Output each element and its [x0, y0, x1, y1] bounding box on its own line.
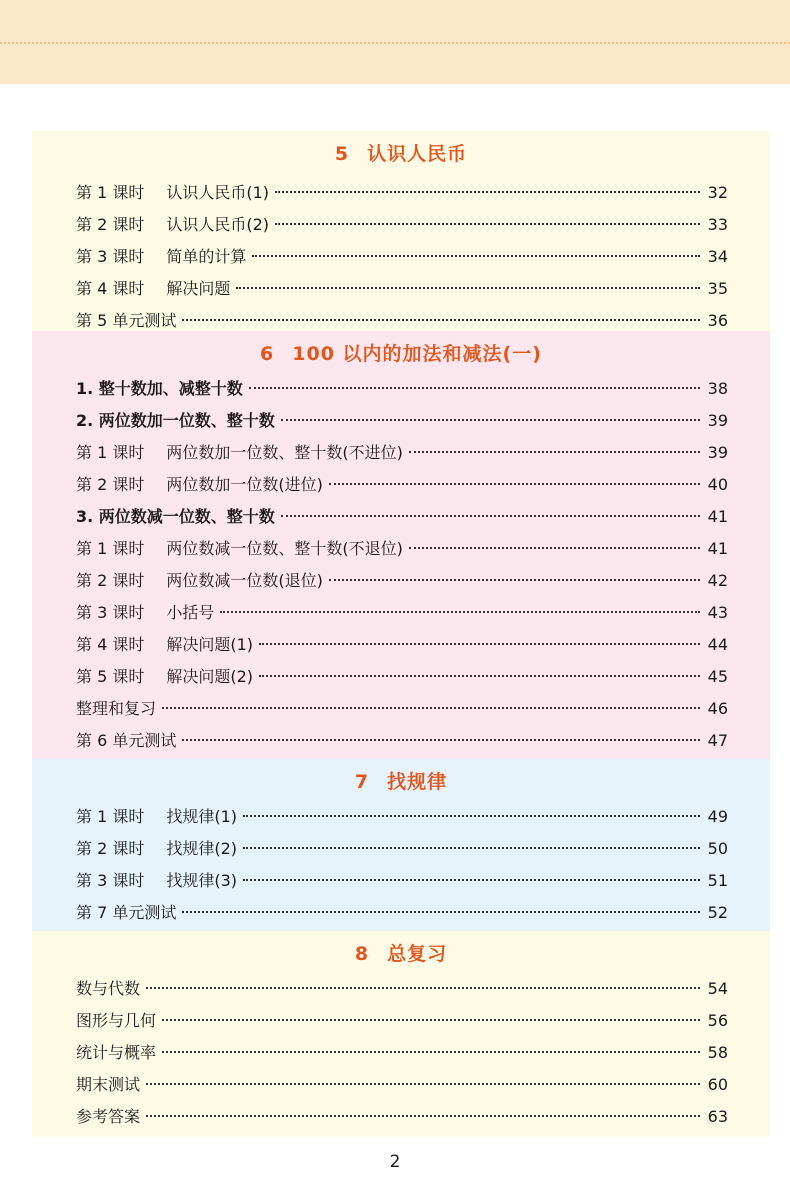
- entry-title: 统计与概率: [76, 1043, 157, 1062]
- entry-title: 期末测试: [76, 1075, 141, 1094]
- entry-title: 第 6 单元测试: [76, 731, 177, 750]
- toc-entry-label: [76, 373, 243, 405]
- entry-title: 两位数减一位数(退位): [166, 571, 323, 590]
- entry-title: 两位数加一位数、整十数(不进位): [166, 443, 403, 462]
- toc-entry[interactable]: [32, 273, 770, 305]
- header-band: [0, 0, 790, 84]
- entry-title: 解决问题(1): [166, 635, 254, 654]
- dot-leader: [275, 191, 700, 193]
- dot-leader: [243, 847, 700, 849]
- header-dotted-line: [0, 42, 790, 44]
- toc-entry[interactable]: [32, 1037, 770, 1069]
- lesson-number: 第 1 课时: [76, 539, 145, 558]
- toc-entry[interactable]: [32, 501, 770, 533]
- lesson-number: 第 2 课时: [76, 839, 145, 858]
- entry-page-number: 39: [707, 443, 728, 462]
- lesson-number: 第 3 课时: [76, 603, 145, 622]
- entry-page-number: 39: [707, 411, 728, 430]
- toc-entry-label: [76, 725, 176, 757]
- toc-list: [32, 801, 770, 929]
- entry-page-number: 32: [707, 183, 728, 202]
- toc-entry[interactable]: [32, 801, 770, 833]
- page-number: 2: [389, 1152, 401, 1172]
- section-title: [32, 331, 770, 373]
- section-name: 认识人民币: [367, 143, 468, 165]
- dot-leader: [281, 515, 700, 517]
- dot-leader: [252, 255, 700, 257]
- entry-page-number: 49: [707, 807, 728, 826]
- entry-title: 认识人民币(2): [166, 215, 270, 234]
- dot-leader: [329, 483, 700, 485]
- toc-entry[interactable]: [32, 693, 770, 725]
- toc-entry-label: [76, 897, 176, 929]
- entry-title: 两位数加一位数(进位): [166, 475, 323, 494]
- entry-page-number: 46: [707, 699, 728, 718]
- entry-page-number: 60: [707, 1075, 728, 1094]
- entry-title: 找规律(3): [166, 871, 238, 890]
- toc-entry[interactable]: [32, 833, 770, 865]
- entry-page-number: 56: [707, 1011, 728, 1030]
- toc-entry-label: [76, 469, 323, 501]
- dot-leader: [409, 451, 700, 453]
- dot-leader: [259, 675, 700, 677]
- dot-leader: [409, 547, 700, 549]
- toc-entry[interactable]: [32, 1005, 770, 1037]
- toc-entry[interactable]: [32, 177, 770, 209]
- toc-entry-label: [76, 833, 237, 865]
- entry-page-number: 41: [707, 507, 728, 526]
- entry-page-number: 36: [707, 311, 728, 330]
- toc-entry-label: [76, 177, 269, 209]
- lesson-number: 第 2 课时: [76, 571, 145, 590]
- toc-entry[interactable]: [32, 597, 770, 629]
- toc-entry[interactable]: [32, 241, 770, 273]
- toc-entry-label: [76, 1101, 140, 1133]
- toc-entry[interactable]: [32, 629, 770, 661]
- entry-page-number: 63: [707, 1107, 728, 1126]
- dot-leader: [182, 319, 700, 321]
- dot-leader: [259, 643, 700, 645]
- dot-leader: [182, 911, 700, 913]
- section-name: 总复习: [387, 943, 448, 965]
- section-7: [32, 759, 770, 931]
- section-number: 5: [334, 143, 350, 165]
- lesson-number: 第 3 课时: [76, 247, 145, 266]
- entry-title: 找规律(2): [166, 839, 238, 858]
- dot-leader: [182, 739, 700, 741]
- toc-list: [32, 177, 770, 337]
- entry-title: 两位数减一位数、整十数(不退位): [166, 539, 403, 558]
- entry-page-number: 47: [707, 731, 728, 750]
- toc-entry-label: [76, 597, 214, 629]
- lesson-number: 第 5 课时: [76, 667, 145, 686]
- section-title: [32, 131, 770, 177]
- section-number: 6: [260, 343, 275, 365]
- entry-title: 第 7 单元测试: [76, 903, 177, 922]
- toc-entry[interactable]: [32, 973, 770, 1005]
- toc-entry-label: [76, 1037, 156, 1069]
- toc-entry-label: [76, 801, 237, 833]
- entry-title: 简单的计算: [166, 247, 247, 266]
- dot-leader: [162, 707, 700, 709]
- section-number: 7: [354, 771, 370, 793]
- toc-entry-label: [76, 405, 275, 437]
- entry-page-number: 35: [707, 279, 728, 298]
- dot-leader: [243, 879, 700, 881]
- toc-entry[interactable]: [32, 661, 770, 693]
- entry-page-number: 38: [707, 379, 728, 398]
- lesson-number: 第 1 课时: [76, 443, 145, 462]
- entry-title: 小括号: [166, 603, 215, 622]
- toc-entry-label: [76, 533, 403, 565]
- entry-title: 第 5 单元测试: [76, 311, 177, 330]
- entry-page-number: 52: [707, 903, 728, 922]
- dot-leader: [249, 387, 700, 389]
- toc-entry[interactable]: [32, 1069, 770, 1101]
- toc-entry[interactable]: [32, 565, 770, 597]
- toc-entry-label: [76, 565, 323, 597]
- dot-leader: [281, 419, 700, 421]
- toc-entry[interactable]: [32, 437, 770, 469]
- entry-title: 参考答案: [76, 1107, 141, 1126]
- lesson-number: 第 2 课时: [76, 475, 145, 494]
- toc-entry[interactable]: [32, 209, 770, 241]
- section-title: [32, 759, 770, 801]
- entry-page-number: 42: [707, 571, 728, 590]
- toc-entry-label: [76, 629, 253, 661]
- dot-leader: [329, 579, 700, 581]
- dot-leader: [243, 815, 700, 817]
- dot-leader: [275, 223, 700, 225]
- toc-entry[interactable]: [32, 865, 770, 897]
- lesson-number: 第 4 课时: [76, 279, 145, 298]
- entry-page-number: 51: [707, 871, 728, 890]
- toc-entry-label: [76, 1069, 140, 1101]
- entry-page-number: 34: [707, 247, 728, 266]
- entry-title: 1. 整十数加、减整十数: [76, 379, 243, 398]
- lesson-number: 第 1 课时: [76, 183, 145, 202]
- entry-title: 2. 两位数加一位数、整十数: [76, 411, 275, 430]
- toc-entry-label: [76, 1005, 156, 1037]
- dot-leader: [146, 1115, 700, 1117]
- entry-title: 整理和复习: [76, 699, 157, 718]
- section-8: [32, 931, 770, 1137]
- toc-entry-label: [76, 209, 269, 241]
- entry-page-number: 45: [707, 667, 728, 686]
- dot-leader: [146, 1083, 700, 1085]
- toc-entry-label: [76, 273, 230, 305]
- toc-entry-label: [76, 973, 140, 1005]
- lesson-number: 第 1 课时: [76, 807, 145, 826]
- section-name: 找规律: [387, 771, 448, 793]
- toc-list: [32, 973, 770, 1133]
- entry-page-number: 41: [707, 539, 728, 558]
- toc-entry[interactable]: [32, 373, 770, 405]
- dot-leader: [220, 611, 700, 613]
- toc-entry-label: [76, 693, 156, 725]
- toc-entry[interactable]: [32, 1101, 770, 1133]
- entry-page-number: 33: [707, 215, 728, 234]
- toc-entry[interactable]: [32, 897, 770, 929]
- dot-leader: [146, 987, 700, 989]
- toc-entry-label: [76, 661, 253, 693]
- lesson-number: 第 4 课时: [76, 635, 145, 654]
- entry-title: 图形与几何: [76, 1011, 157, 1030]
- section-5: [32, 131, 770, 331]
- toc-entry[interactable]: [32, 533, 770, 565]
- section-number: 8: [354, 943, 370, 965]
- entry-title: 认识人民币(1): [166, 183, 270, 202]
- section-6: [32, 331, 770, 759]
- entry-page-number: 44: [707, 635, 728, 654]
- entry-page-number: 58: [707, 1043, 728, 1062]
- section-name: 100 以内的加法和减法(一): [292, 343, 542, 365]
- toc-entry-label: [76, 501, 275, 533]
- entry-title: 解决问题(2): [166, 667, 254, 686]
- dot-leader: [236, 287, 700, 289]
- entry-page-number: 43: [707, 603, 728, 622]
- toc-entry-label: [76, 437, 403, 469]
- toc-entry[interactable]: [32, 405, 770, 437]
- entry-title: 解决问题: [166, 279, 231, 298]
- toc-entry[interactable]: [32, 469, 770, 501]
- toc-list: [32, 373, 770, 757]
- section-title: [32, 931, 770, 973]
- toc-entry-label: [76, 241, 246, 273]
- toc-entry-label: [76, 865, 237, 897]
- entry-page-number: 54: [707, 979, 728, 998]
- entry-title: 数与代数: [76, 979, 141, 998]
- entry-page-number: 50: [707, 839, 728, 858]
- entry-title: 3. 两位数减一位数、整十数: [76, 507, 275, 526]
- toc-entry[interactable]: [32, 725, 770, 757]
- dot-leader: [162, 1051, 700, 1053]
- lesson-number: 第 2 课时: [76, 215, 145, 234]
- entry-title: 找规律(1): [166, 807, 238, 826]
- dot-leader: [162, 1019, 700, 1021]
- entry-page-number: 40: [707, 475, 728, 494]
- lesson-number: 第 3 课时: [76, 871, 145, 890]
